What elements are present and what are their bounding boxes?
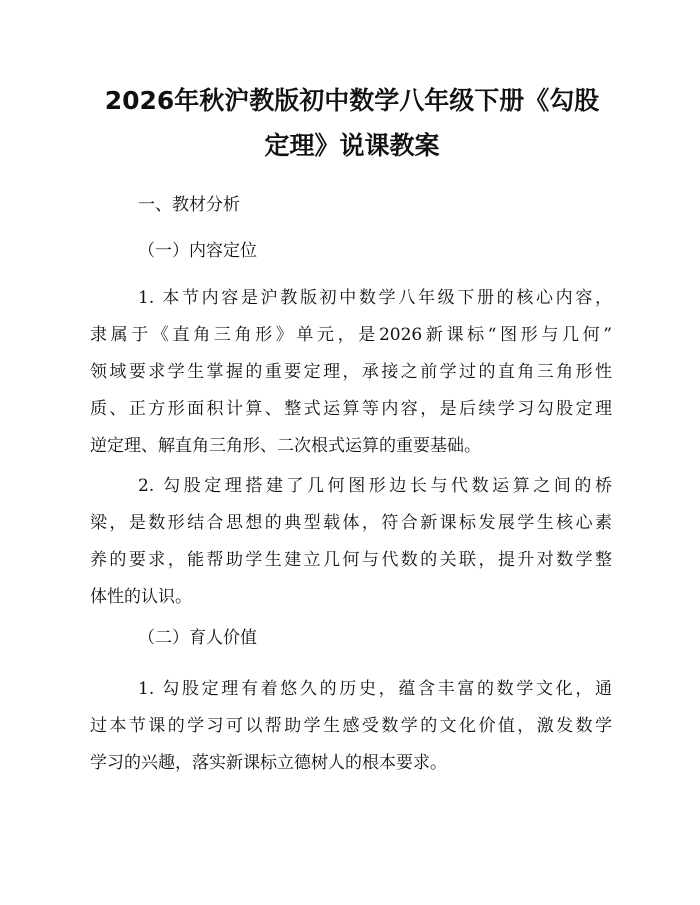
paragraph-line: 隶属于《直角三角形》单元，是2026新课标“图形与几何” bbox=[90, 325, 612, 345]
paragraph-content-positioning-2 bbox=[90, 468, 612, 616]
paragraph-content-positioning-1 bbox=[90, 280, 612, 465]
paragraph-line: 2. 勾股定理搭建了几何图形边长与代数运算之间的桥 bbox=[138, 476, 612, 496]
paragraph-line: 养的要求，能帮助学生建立几何与代数的关联，提升对数学整 bbox=[90, 550, 612, 570]
paragraph-line: 逆定理、解直角三角形、二次根式运算的重要基础。 bbox=[90, 436, 481, 456]
paragraph-line: 学习的兴趣，落实新课标立德树人的根本要求。 bbox=[90, 753, 447, 773]
document-title-line-2: 定理》说课教案 bbox=[264, 131, 440, 160]
paragraph-line: 质、正方形面积计算、整式运算等内容，是后续学习勾股定理 bbox=[90, 399, 612, 419]
paragraph-line: 梁，是数形结合思想的典型载体，符合新课标发展学生核心素 bbox=[90, 513, 612, 533]
paragraph-line: 体性的认识。 bbox=[90, 587, 192, 607]
paragraph-educational-value-1 bbox=[90, 671, 612, 782]
subsection-heading-educational-value: （二）育人价值 bbox=[138, 628, 257, 648]
paragraph-line: 过本节课的学习可以帮助学生感受数学的文化价值，激发数学 bbox=[90, 716, 612, 736]
paragraph-line: 1. 勾股定理有着悠久的历史，蕴含丰富的数学文化，通 bbox=[138, 679, 612, 699]
section-heading-textbook-analysis: 一、教材分析 bbox=[138, 195, 240, 215]
subsection-heading-content-positioning: （一）内容定位 bbox=[138, 241, 257, 261]
document-title-line-1: 2026年秋沪教版初中数学八年级下册《勾股 bbox=[104, 86, 600, 115]
paragraph-line: 领域要求学生掌握的重要定理，承接之前学过的直角三角形性 bbox=[90, 362, 612, 382]
paragraph-line: 1. 本节内容是沪教版初中数学八年级下册的核心内容， bbox=[138, 288, 612, 308]
